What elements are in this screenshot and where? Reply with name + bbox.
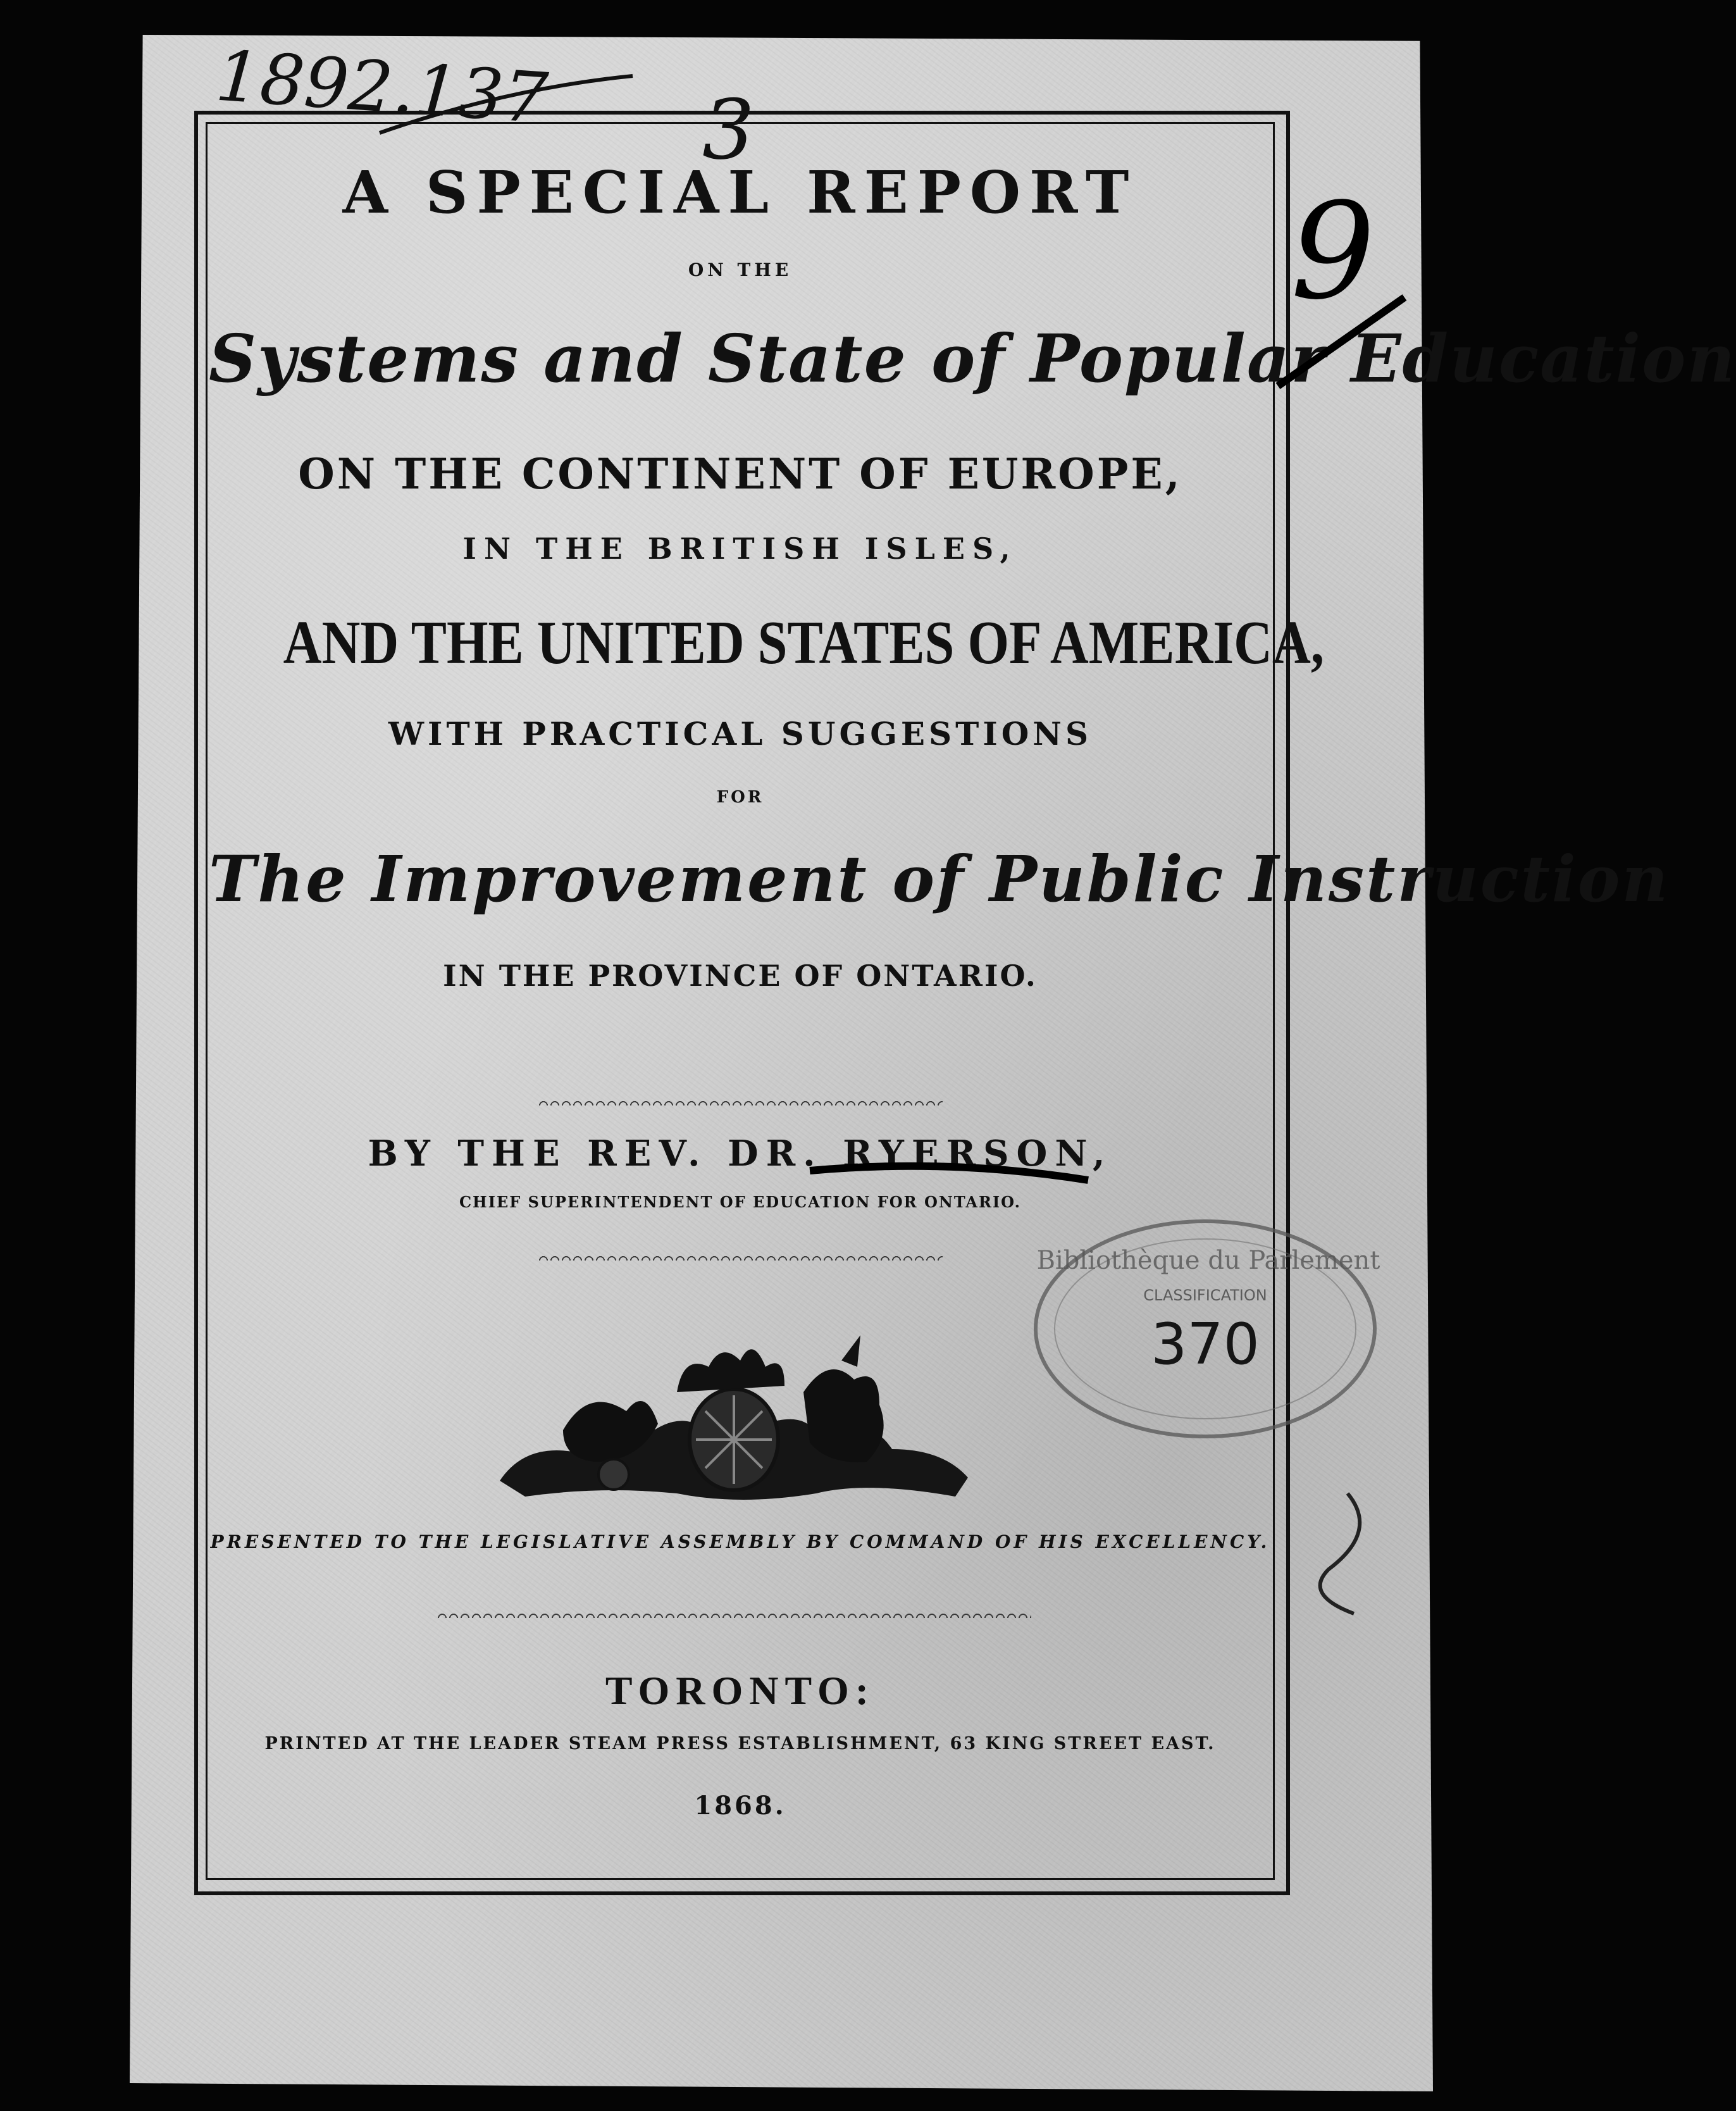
library-stamp-icon <box>1028 1212 1382 1446</box>
report-title: A SPECIAL REPORT <box>342 158 1138 227</box>
stamp-text: Bibliothèque du Parlement <box>1036 1246 1380 1275</box>
suggestions-line: WITH PRACTICAL SUGGESTIONS <box>388 715 1093 752</box>
author-line: BY THE REV. DR. RYERSON, <box>368 1133 1113 1174</box>
year-line: 1868. <box>694 1791 786 1821</box>
wavy-rule <box>538 1253 943 1261</box>
wavy-rule <box>437 1610 1031 1618</box>
presented-line: PRESENTED TO THE LEGISLATIVE ASSEMBLY BY COMMAND OF HIS EXCELLENCY. <box>210 1531 1270 1552</box>
top-number-handwriting: 3 <box>702 82 755 178</box>
author-title-line: CHIEF SUPERINTENDENT OF EDUCATION FOR ONTARIO. <box>459 1193 1022 1211</box>
region-continent: ON THE CONTINENT OF EUROPE, <box>298 449 1182 499</box>
region-british-isles: IN THE BRITISH ISLES, <box>462 532 1018 566</box>
royal-coat-of-arms-icon <box>487 1316 981 1506</box>
catalog-number-handwriting: 1892.137 <box>213 35 550 139</box>
province-line: IN THE PROVINCE OF ONTARIO. <box>443 959 1038 993</box>
region-united-states: AND THE UNITED STATES OF AMERICA, <box>283 609 1324 677</box>
for-line: FOR <box>716 788 764 807</box>
city-line: TORONTO: <box>605 1668 876 1713</box>
stamp-number: 370 <box>1151 1311 1260 1378</box>
printer-line: PRINTED AT THE LEADER STEAM PRESS ESTABLISHMENT, 63 KING STREET EAST. <box>264 1734 1216 1753</box>
subject-line: Systems and State of Popular Education <box>209 320 1736 397</box>
on-the-line: ON THE <box>688 259 793 280</box>
purpose-line: The Improvement of Public Instruction <box>209 842 1670 916</box>
wavy-rule <box>538 1098 943 1105</box>
stamp-label: CLASSIFICATION <box>1143 1286 1267 1304</box>
right-number-handwriting: 9 <box>1291 174 1375 329</box>
